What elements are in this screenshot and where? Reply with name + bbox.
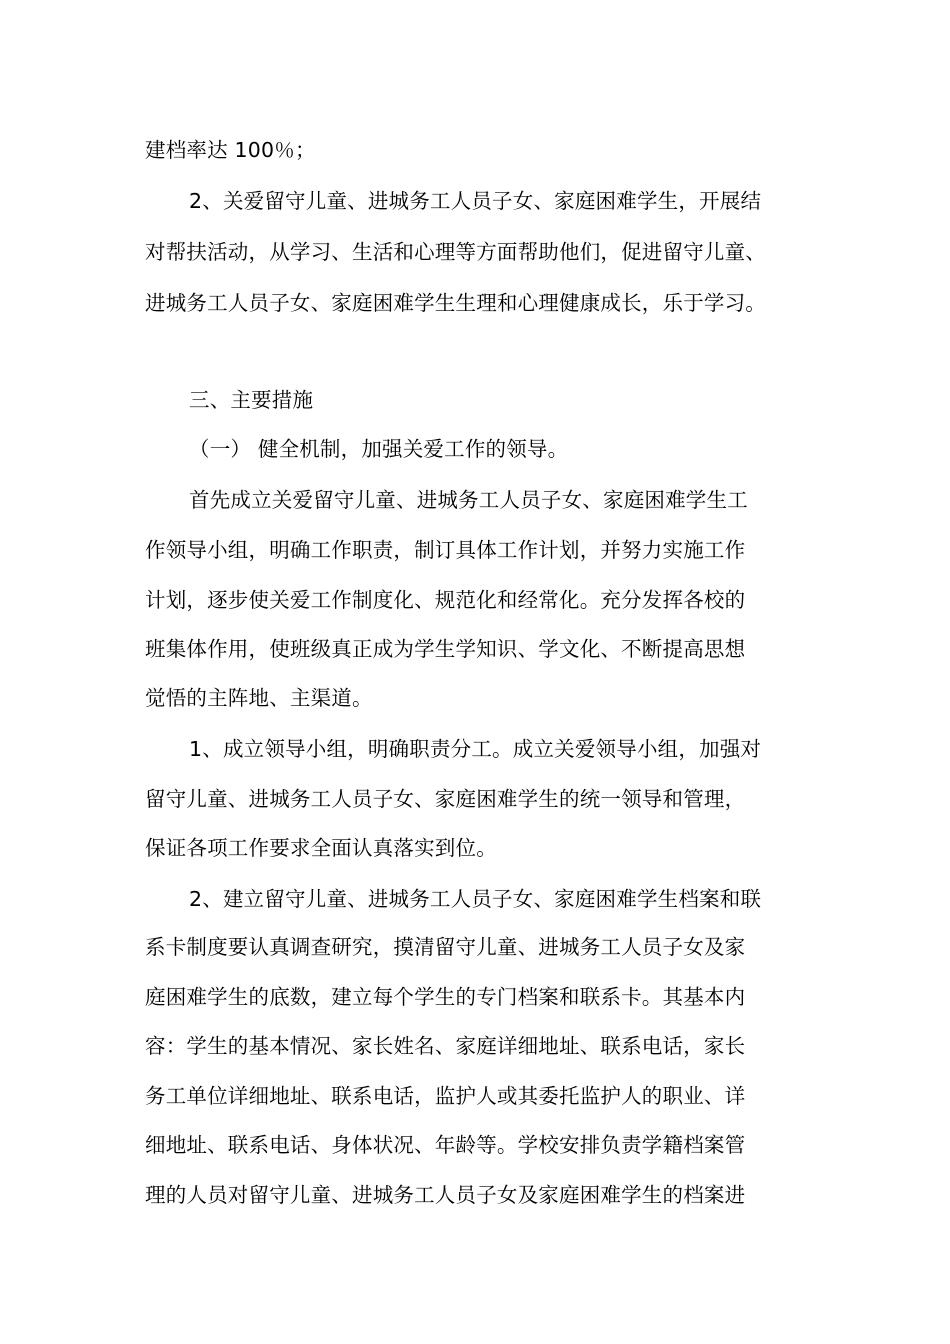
paragraph-line: 对帮扶活动，从学习、生活和心理等方面帮助他们，促进留守儿童、 [145,240,766,264]
paragraph-line: 2、建立留守儿童、进城务工人员子女、家庭困难学生档案和联 [189,887,762,911]
paragraph-line: 理的人员对留守儿童、进城务工人员子女及家庭困难学生的档案进 [145,1183,746,1207]
paragraph-line: 系卡制度要认真调查研究，摸清留守儿童、进城务工人员子女及家 [145,935,746,959]
paragraph-line: 保证各项工作要求全面认真落实到位。 [145,836,497,860]
section-heading: 三、主要措施 [189,388,314,412]
paragraph-line: 计划，逐步使关爱工作制度化、规范化和经常化。充分发挥各校的 [145,588,746,612]
paragraph-line: 容：学生的基本情况、家长姓名、家庭详细地址、联系电话，家长 [145,1034,746,1058]
paragraph-line: 细地址、联系电话、身体状况、年龄等。学校安排负责学籍档案管 [145,1133,746,1157]
paragraph-line: 班集体作用，使班级真正成为学生学知识、学文化、不断提高思想 [145,637,746,661]
paragraph-line: 首先成立关爱留守儿童、进城务工人员子女、家庭困难学生工 [189,488,748,512]
paragraph-line: 觉悟的主阵地、主渠道。 [145,686,373,710]
paragraph-line: 建档率达 100％； [145,138,316,162]
paragraph-line: 1、成立领导小组，明确职责分工。成立关爱领导小组，加强对 [189,737,762,761]
paragraph-line: 庭困难学生的底数，建立每个学生的专门档案和联系卡。其基本内 [145,985,746,1009]
paragraph-line: 务工单位详细地址、联系电话，监护人或其委托监护人的职业、详 [145,1084,746,1108]
subsection-heading: （一） 健全机制，加强关爱工作的领导。 [189,437,569,461]
paragraph-line: 留守儿童、进城务工人员子女、家庭困难学生的统一领导和管理， [145,787,746,811]
paragraph-line: 进城务工人员子女、家庭困难学生生理和心理健康成长，乐于学习。 [145,291,766,315]
paragraph-line: 作领导小组，明确工作职责，制订具体工作计划，并努力实施工作 [145,538,746,562]
paragraph-line: 2、关爱留守儿童、进城务工人员子女、家庭困难学生，开展结 [189,189,762,213]
